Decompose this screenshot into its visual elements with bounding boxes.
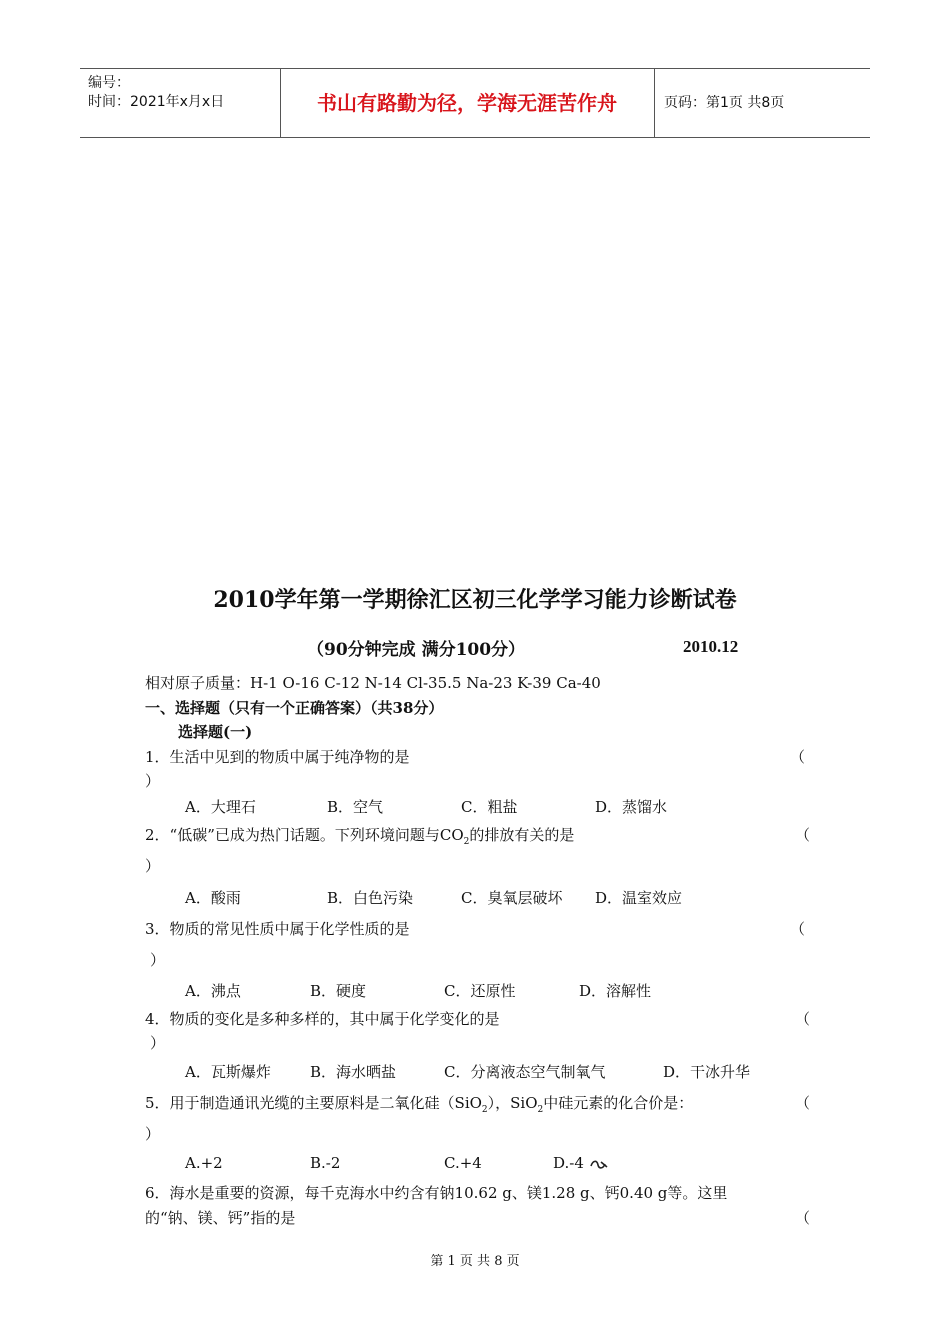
section-subheading: 选择题(一)	[178, 723, 253, 741]
q4-option-b: B．海水晒盐	[310, 1063, 397, 1081]
q3-option-a: A．沸点	[185, 982, 241, 1000]
answer-paren-close: ）	[145, 772, 161, 790]
q2-option-a: A．酸雨	[185, 889, 241, 907]
question-3-stem: 3．物质的常见性质中属于化学性质的是	[145, 920, 410, 938]
q5-option-a: A.+2	[185, 1154, 223, 1172]
q3-option-d: D．溶解性	[579, 982, 652, 1000]
time-label: 时间：2021年x月x日	[88, 94, 225, 110]
page-footer: 第 1 页 共 8 页	[430, 1254, 520, 1269]
q1-option-a: A．大理石	[185, 798, 256, 816]
exam-date: 2010.12	[683, 637, 739, 656]
answer-paren-open: （	[795, 826, 811, 844]
exam-title: 2010学年第一学期徐汇区初三化学学习能力诊断试卷	[213, 587, 737, 613]
question-4-stem: 4．物质的变化是多种多样的，其中属于化学变化的是	[145, 1010, 500, 1028]
answer-paren-close: ）	[145, 857, 161, 875]
q5-option-d: D.-4	[553, 1154, 584, 1172]
atomic-mass-line: 相对原子质量：H-1 O-16 C-12 N-14 Cl-35.5 Na-23 K-39 Ca-40	[145, 674, 601, 692]
q4-option-a: A．瓦斯爆炸	[185, 1063, 271, 1081]
q3-option-c: C．还原性	[444, 982, 516, 1000]
section-heading: 一、选择题（只有一个正确答案）（共38分）	[145, 699, 444, 717]
q5-option-c: C.+4	[444, 1154, 482, 1172]
question-6-stem-line2: 的“钠、镁、钙”指的是	[145, 1209, 296, 1227]
header-page-info: 页码：第1页 共8页	[664, 95, 785, 111]
q5-option-b: B.-2	[310, 1154, 341, 1172]
header-meta-cell	[80, 69, 281, 137]
q3-option-b: B．硬度	[310, 982, 367, 1000]
q1-option-b: B．空气	[327, 798, 384, 816]
question-6-stem-line1: 6．海水是重要的资源，每千克海水中约含有钠10.62 g、镁1.28 g、钙0.40 g等。这里	[145, 1184, 728, 1202]
q2-option-c: C．臭氧层破坏	[461, 889, 563, 907]
answer-paren-open: （	[790, 748, 806, 766]
q4-option-d: D．干冰升华	[663, 1063, 751, 1081]
question-1-stem: 1．生活中见到的物质中属于纯净物的是	[145, 748, 410, 766]
scribble-mark-icon	[589, 1158, 609, 1172]
code-label: 编号：	[88, 75, 130, 91]
header-motto: 书山有路勤为径，学海无涯苦作舟	[280, 69, 655, 137]
answer-paren-close: ）	[145, 1125, 161, 1143]
q1-option-c: C．粗盐	[461, 798, 518, 816]
question-5-stem: 5．用于制造通讯光缆的主要原料是二氧化硅（SiO$_2$），SiO$_2$中硅元素的化合价是：	[145, 1094, 694, 1115]
answer-paren-close: ）	[150, 1034, 166, 1052]
answer-paren-open: （	[790, 920, 806, 938]
q2-option-b: B．白色污染	[327, 889, 414, 907]
answer-paren-open: （	[795, 1209, 811, 1227]
document-header	[80, 68, 870, 138]
answer-paren-open: （	[795, 1010, 811, 1028]
exam-subtitle: （90分钟完成 满分100分）	[307, 640, 526, 660]
answer-paren-close: ）	[150, 951, 166, 969]
q2-option-d: D．温室效应	[595, 889, 683, 907]
q1-option-d: D．蒸馏水	[595, 798, 668, 816]
q4-option-c: C．分离液态空气制氧气	[444, 1063, 606, 1081]
answer-paren-open: （	[795, 1094, 811, 1112]
question-2-stem: 2．“低碳”已成为热门话题。下列环境问题与$CO_2$的排放有关的是	[145, 826, 575, 847]
